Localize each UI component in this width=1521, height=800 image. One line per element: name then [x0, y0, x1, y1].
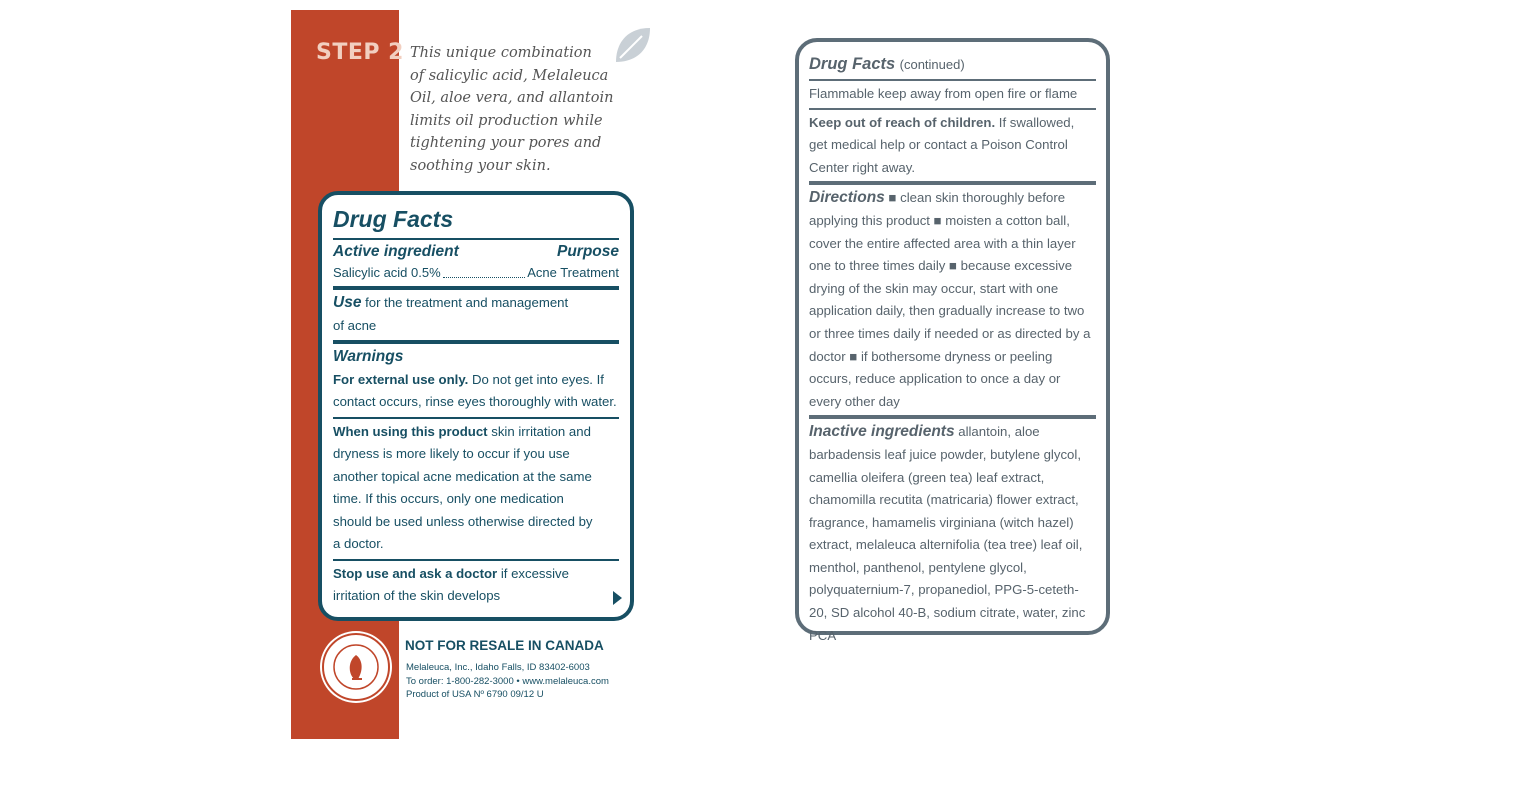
keep-out-section [809, 110, 1096, 182]
continued-label: (continued) [899, 57, 965, 72]
direction-item: because excessive drying of the skin may occur, start with one application daily, then gradually increase to two or three times daily if needed or as directed by a doctor [809, 258, 1091, 364]
use-text: for the treatment and management of acne [333, 295, 569, 333]
intro-text [410, 42, 620, 177]
dot-leader [443, 263, 526, 278]
warnings-section [333, 344, 619, 417]
intro-line: tightening your pores and [410, 135, 602, 151]
stop-use-bold: Stop use and ask a doctor [333, 565, 498, 581]
inactive-text: allantoin, aloe barbadensis leaf juice powder, butylene glycol, camellia oleifera (green tea) leaf extract, chamomilla recutita (matricaria) flower extract, fragrance, hamamelis virginiana (witch hazel) extract, melaleuca alternifolia (tea tree) leaf oil, menthol, panthenol, pentylene glycol, polyquaternium-7, propanediol, PPG-5-ceteth-20, SD alcohol 40-B, sodium citrate, water, zinc PCA [809, 424, 1086, 643]
manufacturer-info [406, 661, 609, 702]
leaf-icon [612, 24, 654, 66]
intro-line: limits oil production while [410, 112, 603, 129]
intro-line: This unique combination [410, 45, 592, 61]
not-for-resale-notice: NOT FOR RESALE IN CANADA [405, 638, 604, 653]
stop-use-text: if excessive irritation of the skin develops [333, 565, 569, 603]
bullet-icon: ■ [949, 258, 957, 274]
address-line: Product of USA Nº 6790 09/12 U [406, 689, 544, 700]
bullet-icon: ■ [849, 348, 858, 364]
use-section [333, 290, 619, 340]
bullet-icon: ■ [888, 190, 897, 206]
continue-arrow-icon [613, 591, 622, 605]
address-line: Melaleuca, Inc., Idaho Falls, ID 83402-6003 [406, 662, 590, 673]
inactive-heading: Inactive ingredients [809, 423, 955, 441]
keep-out-text: If swallowed, get medical help or contact a Poison Control Center right away. [809, 114, 1075, 175]
use-heading: Use [333, 294, 362, 311]
direction-item: moisten a cotton ball, cover the entire affected area with a thin layer one to three times daily [809, 212, 1076, 274]
intro-line: soothing your skin. [410, 157, 551, 174]
drug-facts-title: Drug Facts [333, 206, 454, 232]
intro-line: Oil, aloe vera, and allantoin [410, 90, 614, 106]
when-using-bold: When using this product [333, 423, 488, 439]
inactive-ingredients-section [809, 419, 1096, 649]
stop-use-section [333, 561, 619, 611]
drug-facts-continued-panel [795, 38, 1110, 643]
step-label: STEP 2 [316, 40, 404, 65]
external-use-text: Do not get into eyes. If contact occurs, rinse eyes thoroughly with water. [333, 371, 617, 409]
direction-item: if bothersome dryness or peeling occurs, reduce application to once a day or every other day [809, 348, 1061, 409]
keep-out-bold: Keep out of reach of children. [809, 114, 996, 130]
external-use-bold: For external use only. [333, 371, 469, 387]
guarantee-seal-icon [318, 629, 394, 705]
warnings-heading: Warnings [333, 348, 404, 365]
address-line: To order: 1-800-282-3000 • www.melaleuca.com [406, 675, 609, 687]
when-using-text: skin irritation and dryness is more likely to occur if you use another topical acne medication at the same time. If this occurs, only one medication should be used unless otherwise directed by a doctor. [333, 423, 593, 551]
directions-heading: Directions [809, 189, 885, 207]
ingredient-name: Salicylic acid 0.5% [333, 265, 441, 280]
flammable-warning: Flammable keep away from open fire or flame [809, 86, 1078, 101]
bullet-icon: ■ [933, 212, 942, 228]
drug-facts-panel [318, 191, 634, 621]
intro-line: of salicylic acid, Melaleuca [410, 67, 609, 84]
direction-item: clean skin thoroughly before applying this product [809, 190, 1066, 228]
directions-section [809, 185, 1096, 415]
active-ingredient-row [333, 263, 619, 283]
when-using-section [333, 419, 619, 559]
purpose-header: Purpose [556, 243, 619, 260]
active-ingredient-header-row [333, 241, 619, 263]
ingredient-purpose: Acne Treatment [527, 265, 619, 280]
drug-facts-title-continued: Drug Facts [809, 55, 896, 73]
continued-title [809, 54, 1096, 75]
active-ingredient-header: Active ingredient [333, 243, 459, 260]
